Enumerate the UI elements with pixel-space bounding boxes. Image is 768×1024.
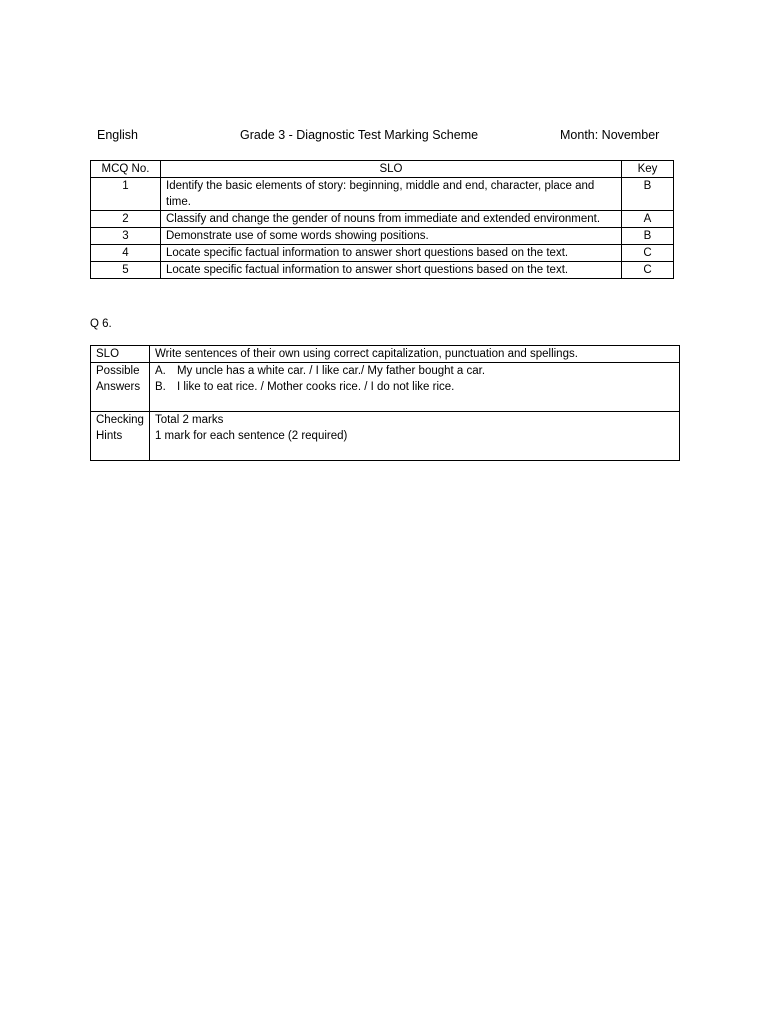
table-row xyxy=(91,211,674,228)
q6-answers-row xyxy=(91,363,680,412)
slo-text: Locate specific factual information to answer short questions based on the text. xyxy=(161,245,622,262)
q6-answers-list xyxy=(149,363,679,412)
answer-key: C xyxy=(622,245,674,262)
key-header: Key xyxy=(622,161,674,178)
document-title: Grade 3 - Diagnostic Test Marking Scheme xyxy=(240,128,479,142)
answer-key: C xyxy=(622,262,674,279)
month-label: Month: November xyxy=(560,128,660,142)
q6-slo-text: Write sentences of their own using correct capitalization, punctuation and spellings. xyxy=(149,346,679,363)
answer-key: B xyxy=(622,228,674,245)
document-header xyxy=(0,128,768,146)
mcq-number: 4 xyxy=(91,245,161,262)
mcq-number: 5 xyxy=(91,262,161,279)
q6-hints-label: Checking Hints xyxy=(91,412,150,461)
mcq-number: 2 xyxy=(91,211,161,228)
slo-text: Demonstrate use of some words showing positions. xyxy=(161,228,622,245)
question-6-label: Q 6. xyxy=(90,318,112,330)
table-row xyxy=(91,262,674,279)
q6-answers-label: Possible Answers xyxy=(91,363,150,412)
table-row xyxy=(91,245,674,262)
mcq-header-row xyxy=(91,161,674,178)
answer-text: My uncle has a white car. / I like car./ My father bought a car. xyxy=(176,365,486,377)
answer-text: I like to eat rice. / Mother cooks rice. / I do not like rice. xyxy=(176,381,455,393)
answer-letter: B. xyxy=(154,381,166,393)
answer-key: A xyxy=(622,211,674,228)
subject-label: English xyxy=(97,128,138,142)
q6-slo-row xyxy=(91,346,680,363)
hint-line: Total 2 marks xyxy=(154,414,224,426)
table-row xyxy=(91,178,674,211)
slo-text: Identify the basic elements of story: beginning, middle and end, character, place and time. xyxy=(161,178,622,211)
answer-item xyxy=(155,363,674,379)
slo-text: Classify and change the gender of nouns from immediate and extended environment. xyxy=(161,211,622,228)
table-row xyxy=(91,228,674,245)
mcq-marking-table xyxy=(90,160,674,279)
q6-hints-row xyxy=(91,412,680,461)
hint-line: 1 mark for each sentence (2 required) xyxy=(154,430,348,442)
slo-text: Locate specific factual information to answer short questions based on the text. xyxy=(161,262,622,279)
q6-slo-label: SLO xyxy=(91,346,150,363)
q6-marking-table xyxy=(90,345,680,461)
answer-letter: A. xyxy=(154,365,166,377)
answer-key: B xyxy=(622,178,674,211)
q6-hints-list xyxy=(149,412,679,461)
slo-header: SLO xyxy=(161,161,622,178)
mcq-number: 1 xyxy=(91,178,161,211)
mcq-number: 3 xyxy=(91,228,161,245)
answer-item xyxy=(155,379,674,395)
mcq-no-header: MCQ No. xyxy=(91,161,161,178)
